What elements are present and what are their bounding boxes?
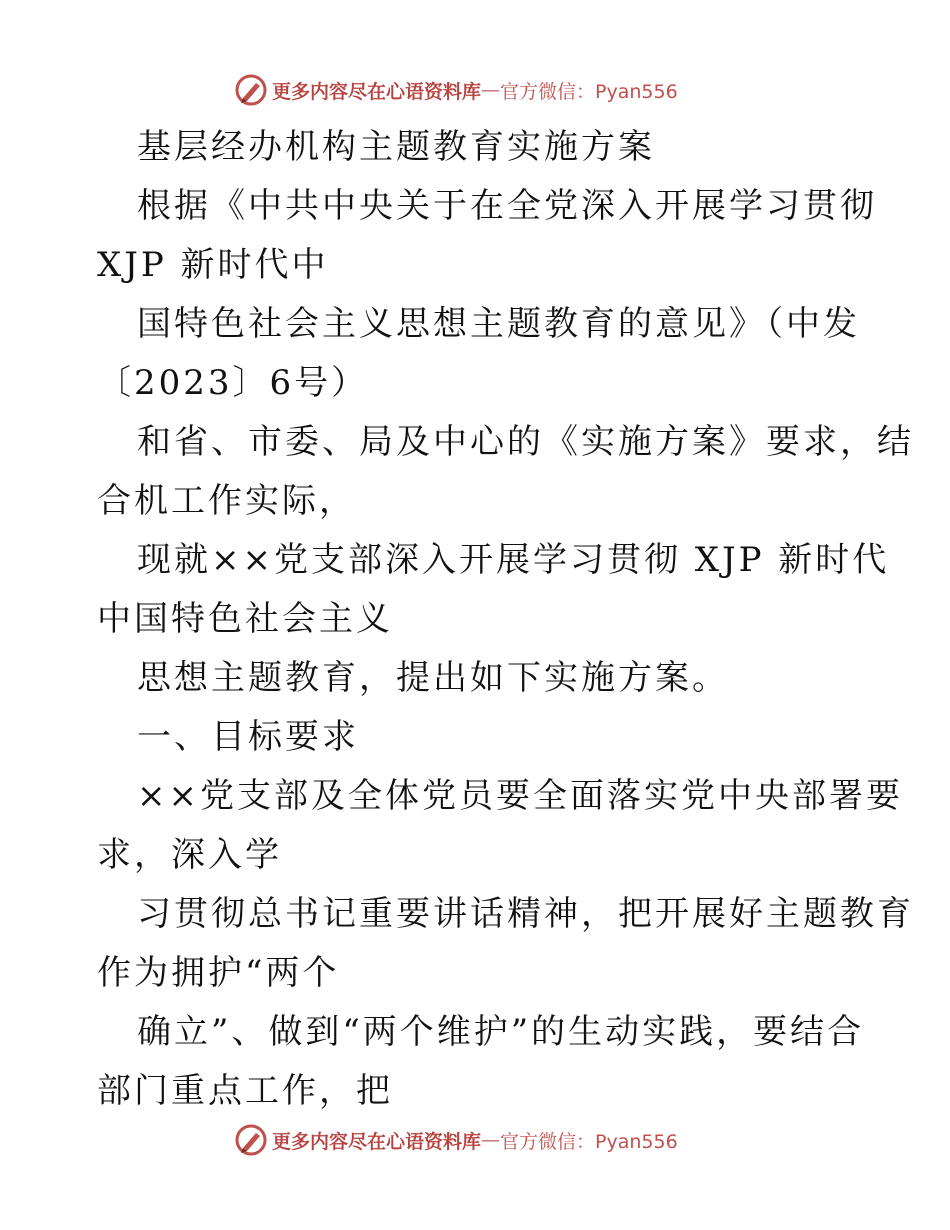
doc-line: 国特色社会主义思想主题教育的意见》（中发 (137, 304, 860, 344)
pen-logo-icon (234, 1123, 268, 1157)
doc-line: 部门重点工作，把 (97, 1071, 393, 1111)
doc-line: 思想主题教育，提出如下实施方案。 (137, 658, 729, 698)
doc-line: 习贯彻总书记重要讲话精神，把开展好主题教育 (137, 894, 914, 934)
doc-title: 基层经办机构主题教育实施方案 (137, 127, 655, 167)
pen-logo-icon (234, 73, 268, 107)
doc-line: 根据《中共中央关于在全党深入开展学习贯彻 (137, 186, 877, 226)
watermark-contact-text: 官方微信：Pyan556 (500, 80, 678, 103)
doc-line: XJP 新时代中 (97, 245, 329, 285)
watermark-dash: — (481, 79, 501, 101)
header-watermark (234, 72, 678, 108)
watermark-main-text: 更多内容尽在心语资料库 (272, 1130, 482, 1153)
watermark-main-text: 更多内容尽在心语资料库 (272, 80, 482, 103)
doc-line: ××党支部及全体党员要全面落实党中央部署要 (137, 776, 903, 816)
doc-line: 和省、市委、局及中心的《实施方案》要求，结 (137, 422, 914, 462)
doc-line: 中国特色社会主义 (97, 599, 393, 639)
section-heading: 一、目标要求 (137, 717, 359, 757)
doc-line: 〔2023〕6号） (97, 363, 369, 403)
watermark-dash: — (481, 1129, 501, 1151)
doc-line: 合机工作实际， (97, 481, 356, 521)
doc-line: 确立”、做到“两个维护”的生动实践，要结合 (137, 1012, 865, 1052)
footer-watermark (234, 1122, 678, 1158)
doc-line: 作为拥护“两个 (97, 953, 340, 993)
doc-line: 求，深入学 (97, 835, 282, 875)
watermark-contact-text: 官方微信：Pyan556 (500, 1130, 678, 1153)
doc-line: 现就××党支部深入开展学习贯彻 XJP 新时代 (137, 540, 890, 580)
